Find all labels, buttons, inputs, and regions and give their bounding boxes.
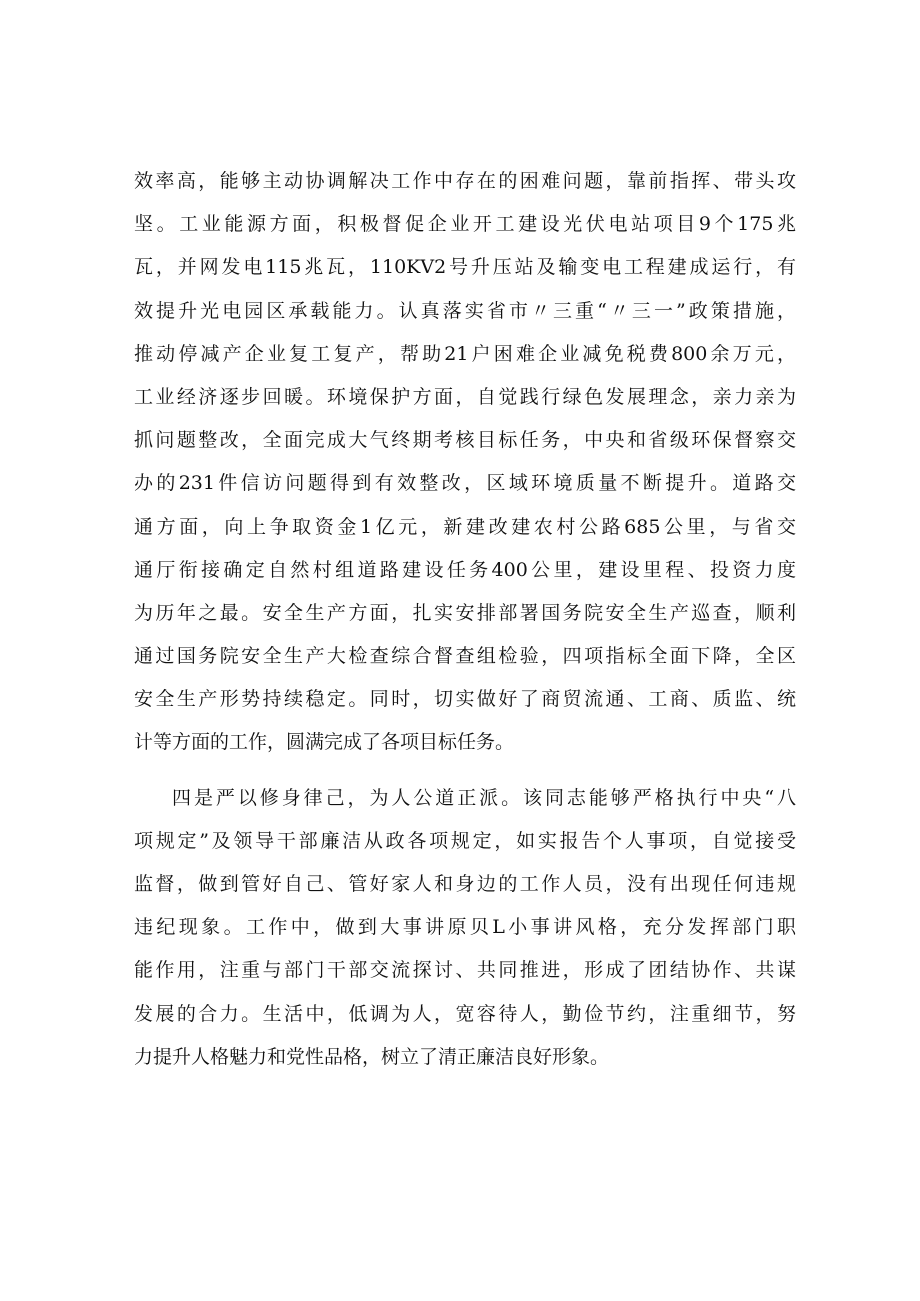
text-line: 工业经济逐步回暖。环境保护方面，自觉践行绿色发展理念，亲力亲为: [134, 385, 796, 408]
text-line: 项规定”及领导干部廉洁从政各项规定，如实报告个人事项，自觉接受: [134, 829, 796, 852]
text-line: 效提升光电园区承载能力。认真落实省市〃三重“〃三一”政策措施，: [134, 299, 796, 322]
text-line: 通厅衔接确定自然村组道路建设任务400公里，建设里程、投资力度: [134, 558, 796, 581]
text-line: 能作用，注重与部门干部交流探讨、共同推进，形成了团结协作、共谋: [134, 959, 796, 982]
text-line: 四是严以修身律己，为人公道正派。该同志能够严格执行中央“八: [172, 786, 796, 809]
text-line: 为历年之最。安全生产方面，扎实安排部署国务院安全生产巡查，顺利: [134, 601, 796, 624]
document-body: [134, 160, 796, 1079]
text-line: 通过国务院安全生产大检查综合督查组检验，四项指标全面下降，全区: [134, 645, 796, 668]
text-line: 效率高，能够主动协调解决工作中存在的困难问题，靠前指挥、带头攻: [134, 170, 796, 192]
paragraph-1: [134, 160, 796, 765]
text-line: 计等方面的工作，圆满完成了各项目标任务。: [134, 731, 515, 754]
text-line: 办的231件信访问题得到有效整改，区域环境质量不断提升。道路交: [134, 472, 796, 495]
text-line: 推动停减产企业复工复产，帮助21户困难企业减免税费800余万元，: [134, 342, 796, 365]
text-line: 坚。工业能源方面，积极督促企业开工建设光伏电站项目9个175兆: [134, 213, 796, 236]
text-line: 发展的合力。生活中，低调为人，宽容待人，勤俭节约，注重细节，努: [134, 1002, 796, 1025]
text-line: 抓问题整改，全面完成大气终期考核目标任务，中央和省级环保督察交: [134, 429, 796, 452]
text-line: 安全生产形势持续稳定。同时，切实做好了商贸流通、工商、质监、统: [134, 688, 796, 711]
text-line: 力提升人格魅力和党性品格，树立了清正廉洁良好形象。: [134, 1045, 610, 1068]
text-line: 通方面，向上争取资金1亿元，新建改建农村公路685公里，与省交: [134, 515, 796, 538]
text-line: 监督，做到管好自己、管好家人和身边的工作人员，没有出现任何违规: [134, 873, 796, 895]
paragraph-2: [134, 777, 796, 1079]
text-line: 瓦，并网发电115兆瓦，110KV2号升压站及输变电工程建成运行，有: [134, 256, 796, 279]
text-line: 违纪现象。工作中，做到大事讲原贝L小事讲风格，充分发挥部门职: [134, 916, 796, 939]
